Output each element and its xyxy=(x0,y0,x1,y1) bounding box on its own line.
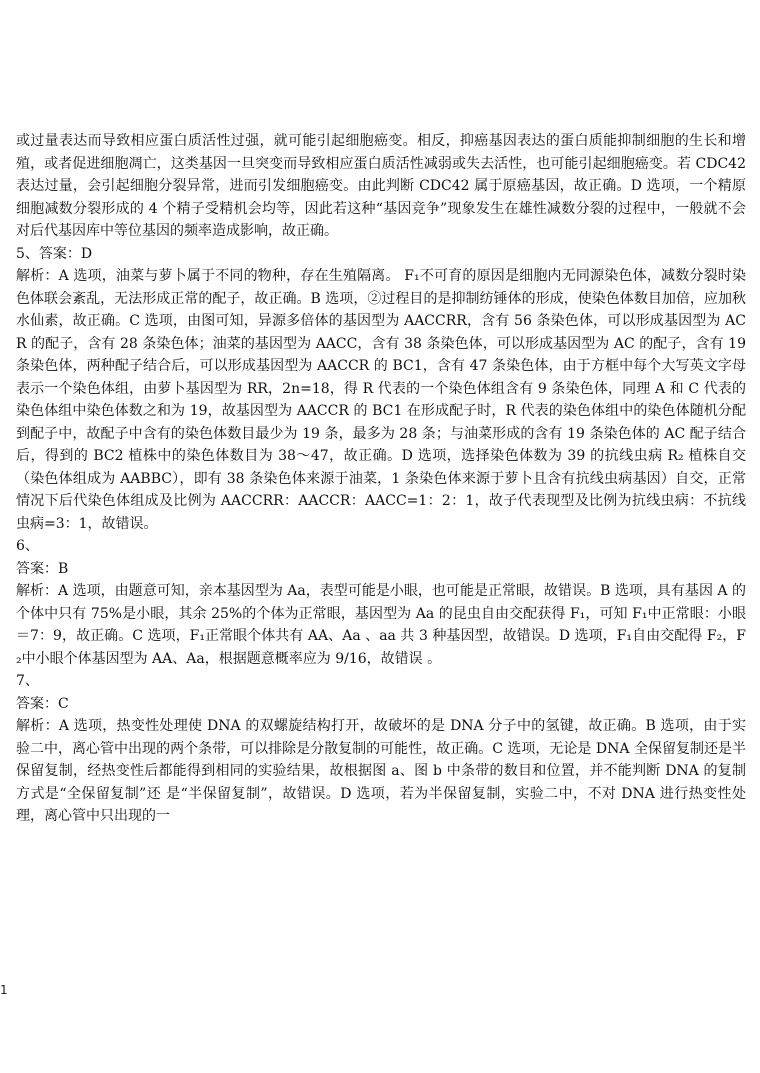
page-number: 1 xyxy=(0,983,8,997)
answer-5-heading: 5、答案：D xyxy=(16,245,93,262)
question-7-number: 7、 xyxy=(16,673,39,689)
question-6-number: 6、 xyxy=(16,538,39,554)
document-body xyxy=(16,130,746,828)
answer-6-heading: 答案：B xyxy=(16,560,69,577)
analysis-5: 解析：A 选项，油菜与萝卜属于不同的物种，存在生殖隔离。 F₁不可育的原因是细胞内无同源染色体，减数分裂时染色体联会紊乱，无法形成正常的配子，故正确。B 选项，②过程目的是抑制纺锤体的形成，使染色体数目加倍，应加秋水仙素，故正确。C 选项，由图可知，异源多倍体的基因型为 AACCRR，含有 56 条染色体，可以形成基因型为 ACR 的配子，含有 28 条染色体；油菜的基因型为 AACC，含有 38 条染色体，可以形成基因型为 AC 的配子，含有 19 条染色体，两种配子结合后，可以形成基因型为 AACCR 的 BC1，含有 47 条染色体，由于方框中每个大写英文字母表示一个染色体组，由萝卜基因型为 RR，2n=18，得 R 代表的一个染色体组含有 9 条染色体，同理 A 和 C 代表的染色体组中染色体数之和为 19，故基因型为 AACCR 的 BC1 在形成配子时，R 代表的染色体组中的染色体随机分配到配子中，故配子中含有的染色体数目最少为 19 条，最多为 28 条；与油菜形成的含有 19 条染色体的 AC 配子结合后，得到的 BC2 植株中的染色体数目为 38～47，故正确。D 选项，选择染色体数为 39 的抗线虫病 R₂ 植株自交（染色体组成为 AABBC），即有 38 条染色体来源于油菜，1 条染色体来源于萝卜且含有抗线虫病基因）自交，正常情况下后代染色体组成及比例为 AACCRR：AACCR：AACC=1：2：1，故子代表现型及比例为抗线虫病：不抗线虫病=3：1，故错误。 xyxy=(16,268,746,532)
answer-7-heading: 答案：C xyxy=(16,695,69,712)
analysis-7: 解析：A 选项，热变性处理使 DNA 的双螺旋结构打开，故破坏的是 DNA 分子中的氢键，故正确。B 选项，由于实验二中，离心管中出现的两个条带，可以排除是分散复制的可能性，故正确。C 选项，无论是 DNA 全保留复制还是半保留复制，经热变性后都能得到相同的实验结果，故根据图 a、图 b 中条带的数目和位置，并不能判断 DNA 的复制方式是“全保留复制”还 是“半保留复制”，故错误。D 选项，若为半保留复制，实验二中，不对 DNA 进行热变性处理，离心管中只出现的一 xyxy=(16,718,746,824)
analysis-6: 解析：A 选项，由题意可知，亲本基因型为 Aa，表型可能是小眼，也可能是正常眼，故错误。B 选项，具有基因 A 的个体中只有 75%是小眼，其余 25%的个体为正常眼，基因型为 Aa 的昆虫自由交配获得 F₁，可知 F₁中正常眼：小眼＝7：9，故正确。C 选项，F₁正常眼个体共有 AA、Aa 、aa 共 3 种基因型，故错误。D 选项，F₁自由交配得 F₂，F₂中小眼个体基因型为 AA、Aa，根据题意概率应为 9/16，故错误 。 xyxy=(16,583,746,667)
paragraph-cancer-genes: 或过量表达而导致相应蛋白质活性过强，就可能引起细胞癌变。相反，抑癌基因表达的蛋白质能抑制细胞的生长和增殖，或者促进细胞凋亡，这类基因一旦突变而导致相应蛋白质活性减弱或失去活性，也可能引起细胞癌变。若 CDC42 表达过量，会引起细胞分裂异常，进而引发细胞癌变。由此判断 CDC42 属于原癌基因，故正确。D 选项，一个精原细胞减数分裂形成的 4 个精子受精机会均等，因此若这种“基因竞争”现象发生在雄性减数分裂的过程中，一般就不会对后代基因库中等位基因的频率造成影响，故正确。 xyxy=(16,133,746,239)
